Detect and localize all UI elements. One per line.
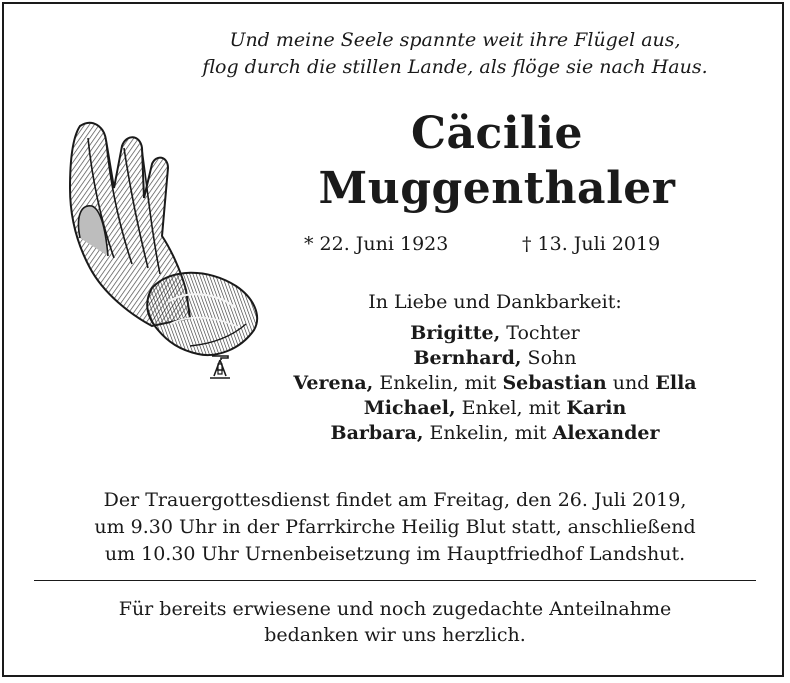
mourner-name: Barbara, (330, 422, 424, 444)
mourner-relation: Enkelin, mit (373, 372, 503, 394)
thanks-line: Für bereits erwiesene und noch zugedachte Anteilnahme (118, 598, 672, 620)
mourner-relation: Sohn (521, 347, 577, 369)
mourner-name: Bernhard, (413, 347, 522, 369)
mourner-connector: und (606, 372, 656, 394)
mourner-partner-name: Sebastian (502, 372, 607, 394)
mourner-row (250, 321, 740, 346)
motto-line: Und meine Seele spannte weit ihre Flügel aus, (229, 29, 681, 51)
mourner-row (250, 396, 740, 421)
mourner-relation: Tochter (500, 322, 580, 344)
thanks-note (20, 596, 770, 648)
mourner-partner-name: Ella (655, 372, 697, 394)
mourner-partner-name: Karin (566, 397, 627, 419)
mourner-relation: Enkel, mit (455, 397, 567, 419)
motto-verse (130, 27, 780, 81)
mourners-intro: In Liebe und Dankbarkeit: (368, 291, 622, 313)
death-date: † 13. Juli 2019 (522, 233, 661, 255)
last-name: Muggenthaler (318, 163, 676, 214)
mourners-list (250, 290, 740, 446)
service-line: um 10.30 Uhr Urnenbeisetzung im Hauptfriedhof Landshut. (104, 543, 686, 565)
mourner-name: Verena, (293, 372, 374, 394)
deceased-name (272, 106, 722, 216)
mourner-row (250, 421, 740, 446)
divider (34, 580, 756, 581)
motto-line: flog durch die stillen Lande, als flöge sie nach Haus. (202, 56, 708, 78)
mourner-row (250, 371, 740, 396)
mourner-name: Michael, (363, 397, 456, 419)
mourner-relation: Enkelin, mit (423, 422, 553, 444)
praying-hands-icon (40, 118, 270, 388)
funeral-service-info (20, 487, 770, 568)
first-name: Cäcilie (411, 108, 583, 159)
mourner-partner-name: Alexander (552, 422, 660, 444)
birth-date: * 22. Juni 1923 (304, 233, 449, 255)
service-line: um 9.30 Uhr in der Pfarrkirche Heilig Blut statt, anschließend (94, 516, 696, 538)
mourner-name: Brigitte, (410, 322, 501, 344)
service-line: Der Trauergottesdienst findet am Freitag, den 26. Juli 2019, (103, 489, 687, 511)
mourner-row (250, 346, 740, 371)
thanks-line: bedanken wir uns herzlich. (264, 624, 526, 646)
